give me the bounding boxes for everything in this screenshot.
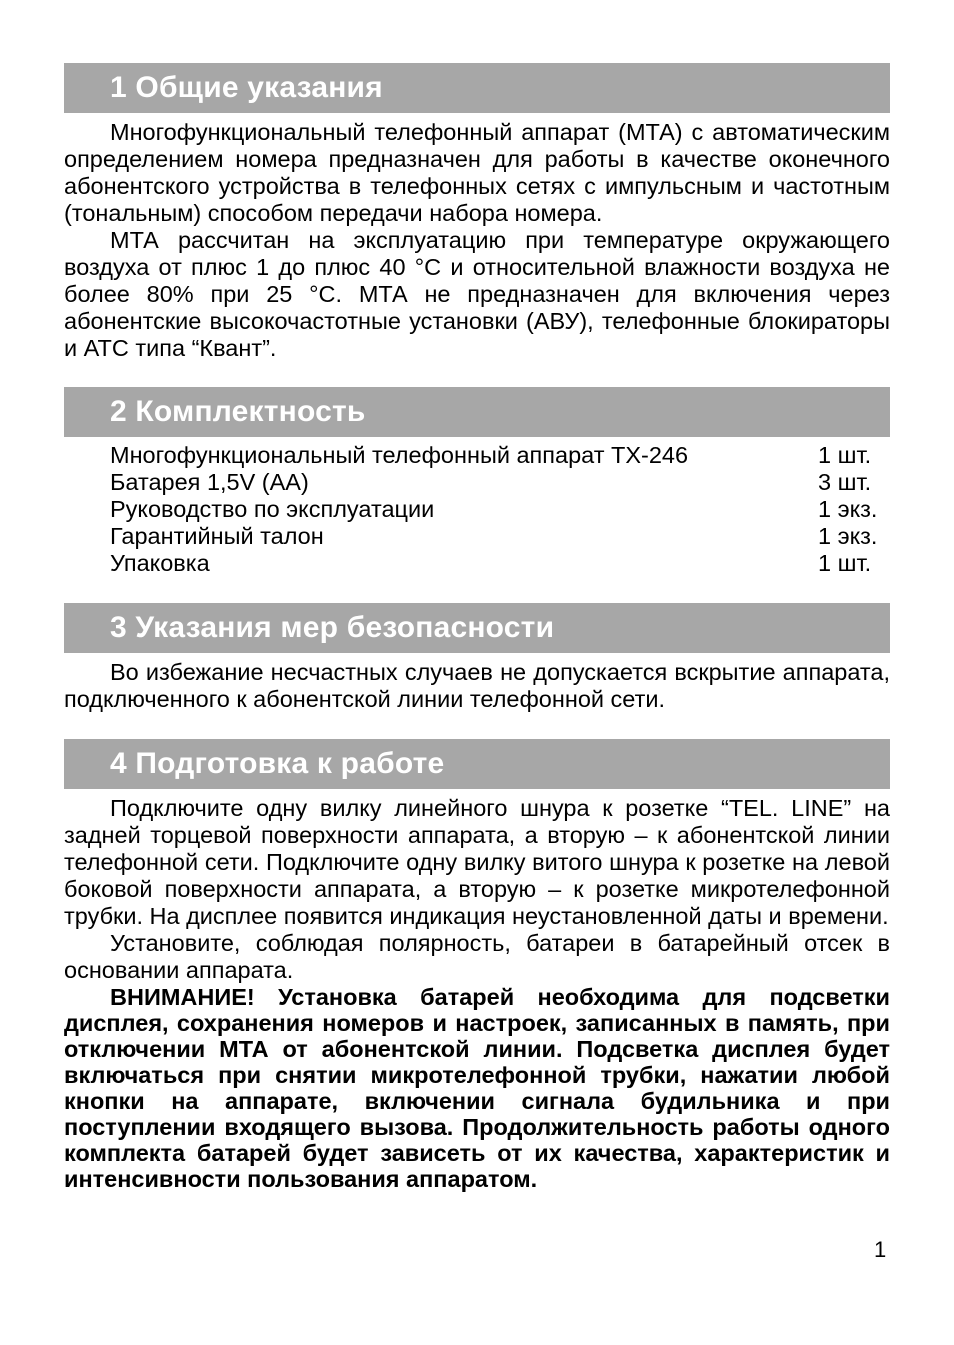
section-body-safety bbox=[64, 659, 890, 713]
page-number: 1 bbox=[874, 1237, 887, 1262]
list-item bbox=[110, 496, 882, 523]
paragraph: Многофункциональный телефонный аппарат (МТА) с автоматическим определением номера предназначен для работы в качестве оконечного абонентского устройства в телефонных сетях с импульсным и частотным (тональным) способом передачи набора номера. bbox=[64, 119, 890, 226]
warning-paragraph: ВНИМАНИЕ! Установка батарей необходима для подсветки дисплея, сохранения номеров и настроек, записанных в память, при отключении МТА от абонентской линии. Подсветка дисплея будет включаться при снятии микротелефонной трубки, нажатии любой кнопки на аппарате, включении сигнала будильника и при поступлении входящего вызова. Продолжительность работы одного комплекта батарей будет зависеть от их качества, характеристик и интенсивности пользования аппаратом. bbox=[64, 984, 890, 1192]
paragraph: Во избежание несчастных случаев не допускается вскрытие аппарата, подключенного к абонентской линии телефонной сети. bbox=[64, 659, 890, 712]
item-name: Многофункциональный телефонный аппарат TX-246 bbox=[110, 442, 689, 468]
paragraph: Установите, соблюдая полярность, батареи в батарейный отсек в основании аппарата. bbox=[64, 930, 890, 983]
item-quantity: 1 шт. bbox=[818, 550, 872, 576]
item-name: Упаковка bbox=[110, 550, 210, 576]
section-body-preparation bbox=[64, 795, 890, 1192]
list-item bbox=[110, 523, 882, 550]
item-quantity: 3 шт. bbox=[818, 469, 872, 495]
section-header-contents: 2 Комплектность bbox=[64, 387, 890, 437]
section-header-safety: 3 Указания мер безопасности bbox=[64, 603, 890, 653]
item-name: Гарантийный талон bbox=[110, 523, 324, 549]
section-body-general bbox=[64, 119, 890, 362]
item-name: Батарея 1,5V (АА) bbox=[110, 469, 309, 495]
list-item bbox=[110, 469, 882, 496]
list-item bbox=[110, 550, 882, 577]
paragraph: Подключите одну вилку линейного шнура к розетке “TEL. LINE” на задней торцевой поверхности аппарата, а вторую – к абонентской линии телефонной сети. Подключите одну вилку витого шнура к розетке на левой боковой поверхности аппарата, а вторую – к розетке микротелефонной трубки. На дисплее появится индикация неустановленной даты и времени. bbox=[64, 795, 890, 929]
list-item bbox=[110, 442, 882, 469]
section-header-preparation: 4 Подготовка к работе bbox=[64, 739, 890, 789]
item-quantity: 1 экз. bbox=[818, 496, 878, 522]
item-quantity: 1 шт. bbox=[818, 442, 872, 468]
section-header-general: 1 Общие указания bbox=[64, 63, 890, 113]
contents-list bbox=[64, 442, 890, 577]
item-quantity: 1 экз. bbox=[818, 523, 878, 549]
item-name: Руководство по эксплуатации bbox=[110, 496, 435, 522]
paragraph: МТА рассчитан на эксплуатацию при температуре окружающего воздуха от плюс 1 до плюс 40 °С и относительной влажности воздуха не более 80% при 25 °С. МТА не предназначен для включения через абонентские высокочастотные установки (АВУ), телефонные блокираторы и АТС типа “Квант”. bbox=[64, 227, 890, 361]
document-page bbox=[64, 63, 890, 1192]
